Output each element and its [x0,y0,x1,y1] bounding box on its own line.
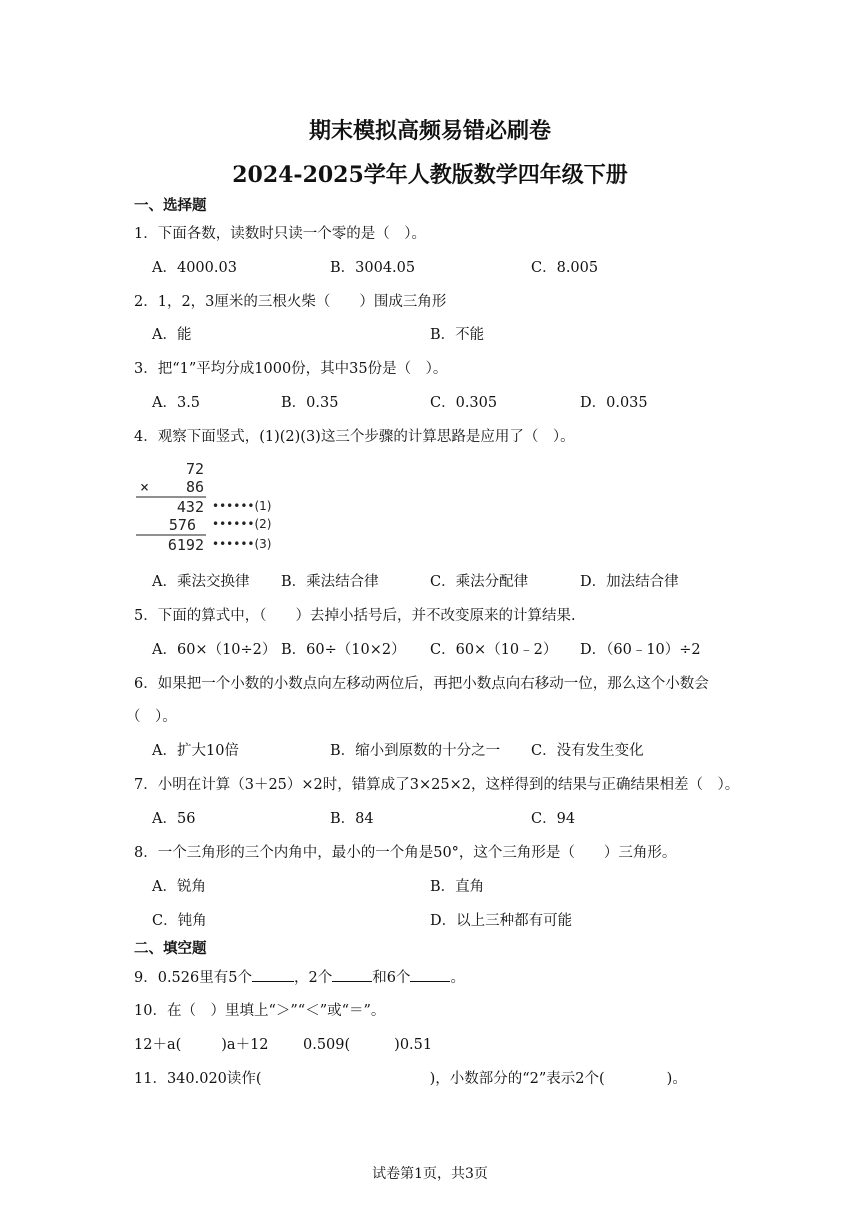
expression-1-right: )a＋12 [221,1037,269,1053]
question-8-option-c: C．钝角 [152,913,207,929]
question-4-option-b: B．乘法结合律 [281,574,379,590]
question-1-option-c: C．8.005 [531,260,599,276]
question-4-option-c: C．乘法分配律 [430,574,529,590]
question-9-part-3: 和6个 [372,970,411,986]
question-6-stem-continued: （ ）。 [126,709,177,725]
partial-product-1: 432 [176,498,204,516]
question-9-part-2: ，2个 [293,970,333,986]
question-11-part-3: )。 [666,1071,687,1087]
question-9-blank-2[interactable] [332,967,372,982]
question-7-option-c: C．94 [531,811,576,827]
step-marker-1: ••••••(1) [212,499,272,513]
question-5-option-c: C．60×（10﹣2） [430,642,558,658]
question-11 [134,1069,687,1089]
question-10-expression-2 [303,1035,432,1055]
multiply-sign: × [140,478,150,496]
page-title: 期末模拟高频易错必刷卷 [308,118,551,144]
question-6-option-c: C．没有发生变化 [531,743,644,759]
question-2-stem: 2．1，2，3厘米的三根火柴（ ）围成三角形 [134,294,447,310]
multiplicand: 72 [185,460,204,478]
question-4-option-a: A．乘法交换律 [152,574,250,590]
question-9 [134,967,465,988]
section-choice-heading: 一、选择题 [134,197,207,214]
question-3-option-d: D．0.035 [580,395,648,411]
question-6-option-b: B．缩小到原数的十分之一 [330,743,501,759]
expression-2-right: )0.51 [394,1037,433,1053]
question-2-option-a: A．能 [152,327,192,343]
question-8-option-b: B．直角 [430,879,485,895]
question-9-blank-1[interactable] [252,967,294,982]
question-8-option-a: A．锐角 [152,879,206,895]
question-7-option-a: A．56 [152,811,196,827]
question-7-option-b: B．84 [330,811,374,827]
question-3-stem: 3．把“1”平均分成1000份，其中35份是（ ）。 [134,361,448,377]
question-3-option-b: B．0.35 [281,395,339,411]
question-9-part-1: 9．0.526里有5个 [134,970,252,986]
question-6-stem: 6．如果把一个小数的小数点向左移动两位后，再把小数点向右移动一位，那么这个小数会 [134,676,709,692]
question-6-option-a: A．扩大10倍 [152,743,239,759]
question-5-option-d: D．（60﹣10）÷2 [580,642,701,658]
question-9-part-4: 。 [450,970,465,986]
question-4-option-d: D．加法结合律 [580,574,679,590]
question-10-stem: 10．在（ ）里填上“＞”“＜”或“＝”。 [134,1003,386,1019]
expression-2-left: 0.509( [303,1037,351,1053]
question-11-part-2: )，小数部分的“2”表示2个( [429,1071,605,1087]
question-5-option-b: B．60÷（10×2） [281,642,406,658]
question-5-stem: 5．下面的算式中，（ ）去掉小括号后，并不改变原来的计算结果. [134,608,576,624]
question-10-expression-1 [134,1035,269,1055]
question-1-option-a: A．4000.03 [152,260,237,276]
final-product: 6192 [167,536,204,554]
partial-product-2: 576 [168,516,196,534]
expression-1-left: 12＋a( [134,1037,182,1053]
question-3-option-c: C．0.305 [430,395,498,411]
question-11-part-1: 11．340.020读作( [134,1071,262,1087]
vertical-multiplication-figure [134,460,294,556]
multiplier: 86 [185,478,204,496]
question-3-option-a: A．3.5 [152,395,201,411]
step-marker-3: ••••••(3) [212,537,272,551]
step-marker-2: ••••••(2) [212,517,272,531]
page-footer: 试卷第1页，共3页 [372,1166,488,1182]
page-subtitle: 2024-2025学年人教版数学四年级下册 [232,162,628,188]
question-5-option-a: A．60×（10÷2） [152,642,277,658]
question-8-option-d: D．以上三种都有可能 [430,913,573,929]
question-4-stem: 4．观察下面竖式，(1)(2)(3)这三个步骤的计算思路是应用了（ ）。 [134,429,575,445]
question-1-option-b: B．3004.05 [330,260,416,276]
question-1-stem: 1．下面各数，读数时只读一个零的是（ ）。 [134,226,426,242]
question-7-stem: 7．小明在计算（3＋25）×2时，错算成了3×25×2，这样得到的结果与正确结果相差（ ）。 [134,777,740,793]
question-8-stem: 8．一个三角形的三个内角中，最小的一个角是50°，这个三角形是（ ）三角形。 [134,845,677,861]
section-fill-heading: 二、填空题 [134,940,207,957]
question-2-option-b: B．不能 [430,327,485,343]
question-9-blank-3[interactable] [410,967,450,982]
